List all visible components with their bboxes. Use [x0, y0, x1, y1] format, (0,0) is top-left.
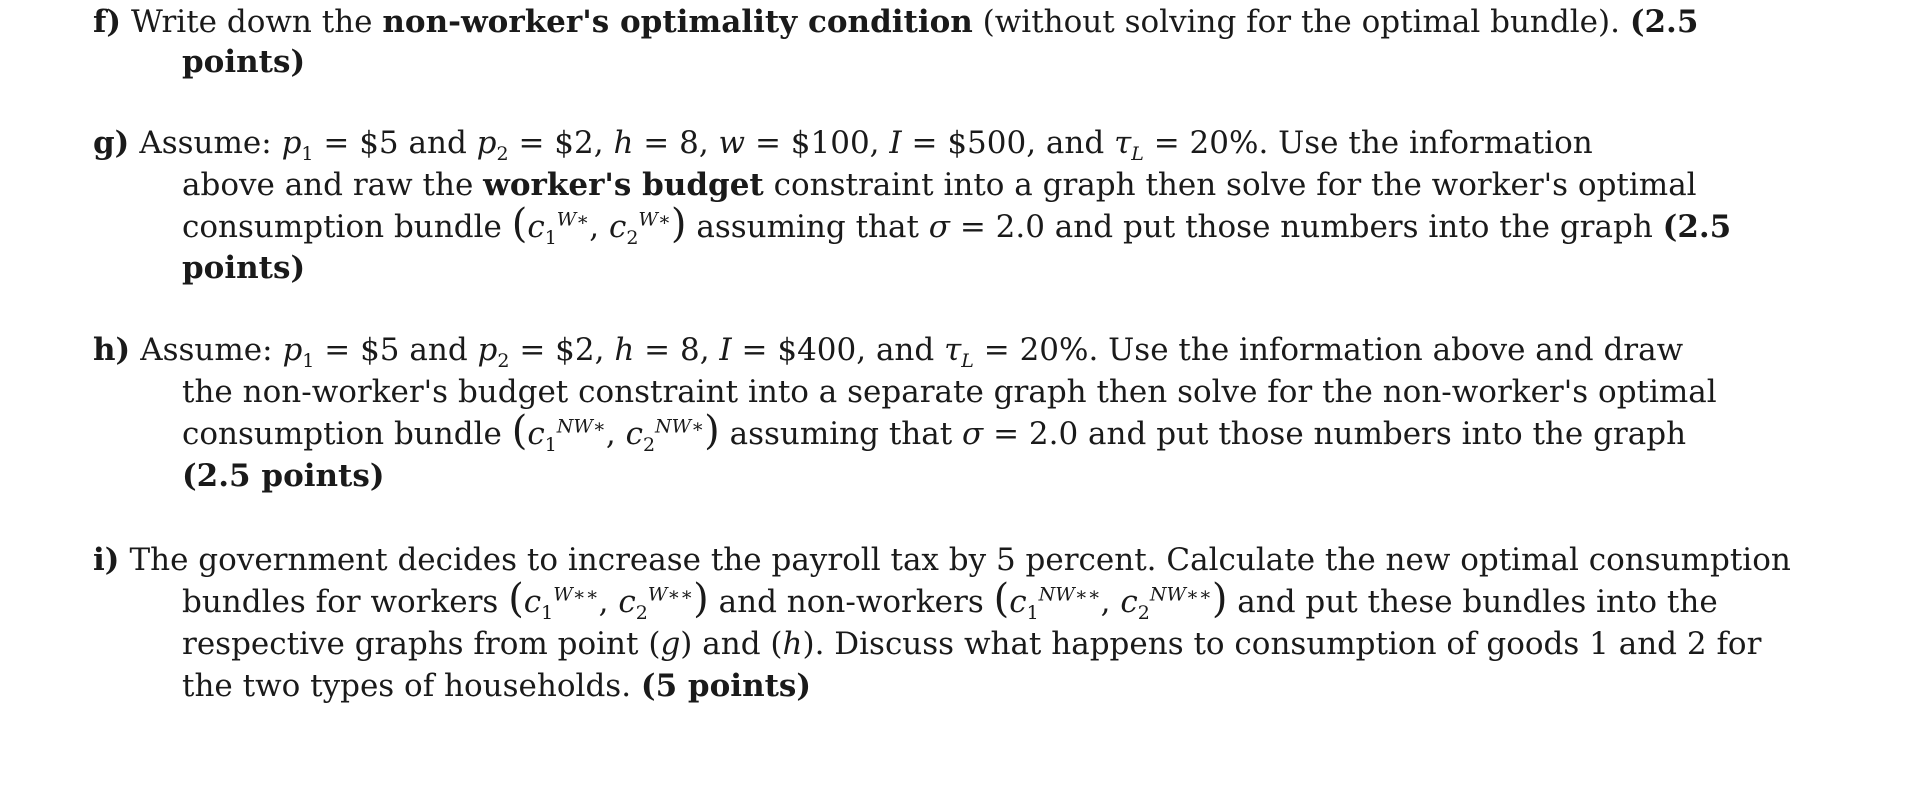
bold-text: worker's budget	[483, 167, 764, 203]
superscript: NW∗∗	[1149, 583, 1212, 606]
text-run: (	[511, 408, 528, 454]
question-g-line-3	[182, 201, 1732, 250]
bold-text: points)	[182, 44, 306, 80]
text-run: Assume:	[140, 332, 283, 368]
rich-text	[182, 626, 1761, 662]
text-run: )	[693, 576, 709, 622]
question-i-line-2	[182, 576, 1718, 625]
text-run: c	[618, 584, 636, 620]
subscript: 1	[1026, 602, 1039, 625]
text-run: )	[704, 408, 720, 454]
superscript: W∗	[556, 208, 590, 231]
superscript: NW∗	[556, 415, 606, 438]
question-h-line-2	[182, 370, 1717, 414]
superscript: W∗∗	[553, 583, 599, 606]
rich-text	[182, 668, 811, 704]
question-g-line-1	[93, 121, 1593, 165]
rich-text	[182, 408, 1687, 457]
text-run: consumption bundle	[182, 416, 512, 452]
text-run: bundles for workers	[182, 584, 509, 620]
question-f-line-2	[182, 40, 305, 84]
subscript: 1	[541, 602, 554, 625]
text-run: p	[282, 332, 303, 368]
bold-text: (2.5	[1662, 209, 1732, 245]
rich-text	[140, 332, 1684, 373]
rich-text	[182, 167, 1697, 203]
question-f-label: f)	[93, 4, 122, 40]
text-run: = $5 and	[314, 332, 478, 368]
text-run: c	[608, 209, 627, 245]
text-run: = $5 and	[313, 125, 477, 161]
text-run: = $500, and	[901, 125, 1115, 161]
question-h-line-4	[182, 454, 385, 498]
question-i-line-4	[182, 664, 811, 708]
question-g-line-4	[182, 246, 305, 290]
superscript: NW∗∗	[1038, 583, 1101, 606]
text-run: assuming that	[686, 209, 929, 245]
rich-text	[131, 4, 1698, 40]
text-run: τ	[1114, 125, 1132, 161]
text-run: c	[527, 209, 545, 245]
rich-text	[182, 250, 305, 286]
text-run: and put these bundles into the	[1227, 584, 1718, 620]
subscript: 1	[302, 350, 315, 373]
rich-text	[182, 201, 1732, 250]
text-run: h	[613, 125, 634, 161]
text-run: = $2,	[508, 125, 614, 161]
text-run: = 20%. Use the information above and draw	[973, 332, 1684, 368]
question-i-line-3	[182, 622, 1761, 666]
subscript: 1	[301, 143, 314, 166]
subscript: 1	[544, 434, 557, 457]
text-run: g	[660, 626, 681, 662]
subscript: L	[961, 350, 974, 373]
text-run: ) and (	[680, 626, 783, 662]
text-run: = 2.0 and put those numbers into the graph	[949, 209, 1663, 245]
text-run: c	[523, 584, 542, 620]
question-g-line-2	[182, 163, 1697, 207]
question-i-line-1	[93, 538, 1791, 582]
superscript: W∗	[638, 208, 671, 231]
text-run: )	[1211, 576, 1228, 622]
text-run: ,	[589, 209, 609, 245]
text-run: = 8,	[634, 332, 720, 368]
subscript: 2	[1137, 602, 1150, 625]
text-run: c	[1120, 584, 1138, 620]
text-run: (	[511, 201, 528, 247]
subscript: L	[1131, 143, 1144, 166]
text-run: ). Discuss what happens to consumption of goods 1 and 2 for	[802, 626, 1762, 662]
text-run: ,	[1100, 584, 1121, 620]
text-run: c	[527, 416, 545, 452]
text-run: and non-workers	[708, 584, 994, 620]
question-g-label: g)	[93, 125, 130, 161]
text-run: the two types of households.	[182, 668, 641, 704]
text-run: constraint into a graph then solve for the worker's optimal	[763, 167, 1697, 203]
subscript: 2	[496, 143, 509, 166]
text-run: consumption bundle	[182, 209, 512, 245]
text-run: σ	[928, 209, 950, 245]
bold-text: points)	[182, 250, 306, 286]
rich-text	[182, 458, 385, 494]
text-run: Write down the	[131, 4, 383, 40]
text-run: (	[508, 576, 524, 622]
text-run: assuming that	[719, 416, 963, 452]
subscript: 2	[642, 434, 656, 457]
text-run: = 2.0 and put those numbers into the graph	[983, 416, 1687, 452]
text-run: p	[476, 125, 497, 161]
text-run: Assume:	[139, 125, 282, 161]
text-run: h	[782, 626, 803, 662]
text-run: = $2,	[509, 332, 615, 368]
text-run: p	[477, 332, 498, 368]
text-run: = $100,	[745, 125, 890, 161]
text-run: c	[625, 416, 643, 452]
question-h-line-1	[93, 328, 1683, 372]
rich-text	[182, 44, 305, 80]
text-run: I	[719, 332, 732, 368]
rich-text	[182, 374, 1717, 410]
subscript: 2	[497, 350, 510, 373]
text-run: the non-worker's budget constraint into a separate graph then solve for the non-worker's optimal	[182, 374, 1717, 410]
question-h-line-3	[182, 408, 1687, 457]
bold-text: (5 points)	[640, 668, 812, 704]
text-run: (without solving for the optimal bundle).	[972, 4, 1630, 40]
subscript: 1	[544, 227, 557, 250]
text-run: I	[889, 125, 902, 161]
rich-text	[129, 542, 1790, 578]
bold-text: (2.5 points)	[182, 458, 385, 494]
text-run: The government decides to increase the payroll tax by 5 percent. Calculate the new optimal consumption	[129, 542, 1791, 578]
question-f-line-1	[93, 0, 1698, 44]
text-run: above and raw the	[182, 167, 484, 203]
text-run: p	[281, 125, 302, 161]
rich-text	[139, 125, 1593, 166]
text-run: = 8,	[633, 125, 719, 161]
text-run: w	[718, 125, 746, 161]
text-run: = 20%. Use the information	[1143, 125, 1593, 161]
rich-text	[182, 576, 1718, 625]
bold-text: non-worker's optimality condition	[382, 4, 973, 40]
text-run: respective graphs from point (	[182, 626, 661, 662]
subscript: 2	[635, 602, 648, 625]
text-run: (	[993, 576, 1010, 622]
text-run: ,	[605, 416, 626, 452]
text-run: = $400, and	[731, 332, 945, 368]
question-h-label: h)	[93, 332, 131, 368]
subscript: 2	[626, 227, 639, 250]
text-run: τ	[944, 332, 962, 368]
text-run: σ	[962, 416, 984, 452]
superscript: W∗∗	[647, 583, 694, 606]
bold-text: (2.5	[1629, 4, 1699, 40]
text-run: ,	[598, 584, 619, 620]
superscript: NW∗	[655, 415, 705, 438]
text-run: c	[1009, 584, 1027, 620]
text-run: )	[670, 201, 687, 247]
question-i-label: i)	[93, 542, 120, 578]
text-run: h	[614, 332, 635, 368]
